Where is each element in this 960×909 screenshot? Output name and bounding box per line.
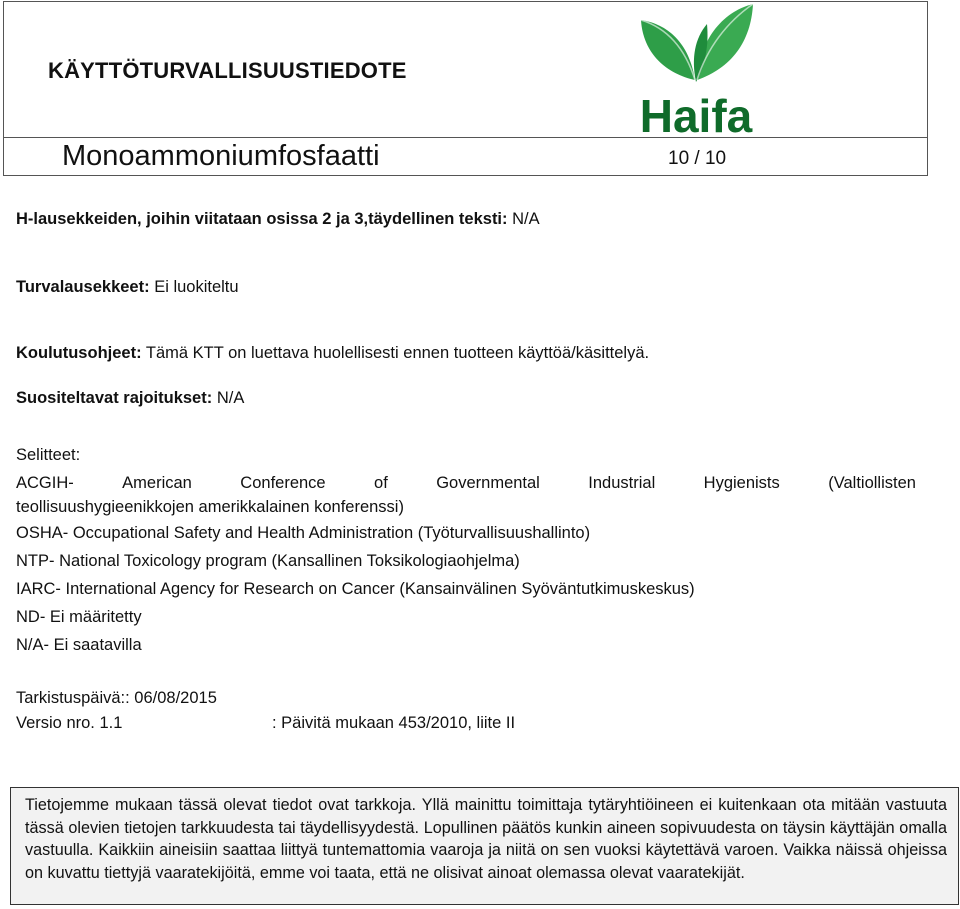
abbreviations-heading: Selitteet: xyxy=(16,446,81,464)
version-label: Versio nro. 1.1 xyxy=(16,714,123,732)
page-number: 10 / 10 xyxy=(668,148,727,169)
acgih-line-2: teollisuushygieenikkojen amerikkalainen konferenssi) xyxy=(16,498,404,516)
acgih-word: ACGIH- xyxy=(16,474,74,492)
product-name: Monoammoniumfosfaatti xyxy=(62,140,380,172)
acgih-word: American xyxy=(122,474,192,492)
ntp-line: NTP- National Toxicology program (Kansallinen Toksikologiaohjelma) xyxy=(16,552,520,570)
review-date: Tarkistuspäivä:: 06/08/2015 xyxy=(16,689,217,707)
restrictions-label: Suositeltavat rajoitukset: xyxy=(16,389,213,407)
h-statements-line xyxy=(16,210,540,229)
na-line: N/A- Ei saatavilla xyxy=(16,636,142,654)
nd-line: ND- Ei määritetty xyxy=(16,608,142,626)
training-label: Koulutusohjeet: xyxy=(16,344,142,362)
acgih-word: Industrial xyxy=(588,474,656,492)
acgih-line xyxy=(16,474,916,493)
header-divider xyxy=(3,137,928,138)
acgih-word: Conference xyxy=(240,474,326,492)
iarc-line: IARC- International Agency for Research on Cancer (Kansainvälinen Syöväntutkimuskeskus) xyxy=(16,580,695,598)
acgih-word: Governmental xyxy=(436,474,540,492)
version-note: : Päivitä mukaan 453/2010, liite II xyxy=(272,714,516,732)
logo-wordmark: Haifa xyxy=(639,90,753,135)
leaf-icon xyxy=(641,4,753,82)
document-title: KÄYTTÖTURVALLISUUSTIEDOTE xyxy=(48,58,407,83)
disclaimer-text: Tietojemme mukaan tässä olevat tiedot ovat tarkkoja. Yllä mainittu toimittaja tytäryhtiöineen ei kuitenkaan ota mitään vastuuta tässä olevien tietojen tarkkuudesta tai täydellisyydestä. Lopullinen päätös kunkin aineen sopivuudesta on täysin käyttäjän omalla vastuulla. Kaikkiin aineisiin saattaa liittyä tuntemattomia vaaroja ja niitä on sen vuoksi käytettävä varoen. Vaikka näissä ohjeissa on kuvattu tiettyjä vaaratekijöitä, emme voi taata, että ne olisivat ainoat olemassa olevat vaaratekijät. xyxy=(25,796,947,882)
training-line xyxy=(16,344,649,363)
training-value: Tämä KTT on luettava huolellisesti ennen tuotteen käyttöä/käsittelyä. xyxy=(141,344,650,362)
restrictions-line xyxy=(16,389,244,408)
haifa-logo xyxy=(637,2,755,135)
acgih-word: of xyxy=(374,474,388,492)
acgih-word: (Valtiollisten xyxy=(828,474,916,492)
h-statements-label: H-lausekkeiden, joihin viitataan osissa 2 ja 3,täydellinen teksti: xyxy=(16,210,508,228)
disclaimer-box xyxy=(10,787,959,905)
h-statements-value: N/A xyxy=(507,210,540,228)
restrictions-value: N/A xyxy=(212,389,245,407)
acgih-word: Hygienists xyxy=(703,474,780,492)
safety-phrases-value: Ei luokiteltu xyxy=(149,278,239,296)
safety-phrases-line xyxy=(16,278,239,297)
osha-line: OSHA- Occupational Safety and Health Administration (Työturvallisuushallinto) xyxy=(16,524,591,542)
safety-phrases-label: Turvalausekkeet: xyxy=(16,278,150,296)
